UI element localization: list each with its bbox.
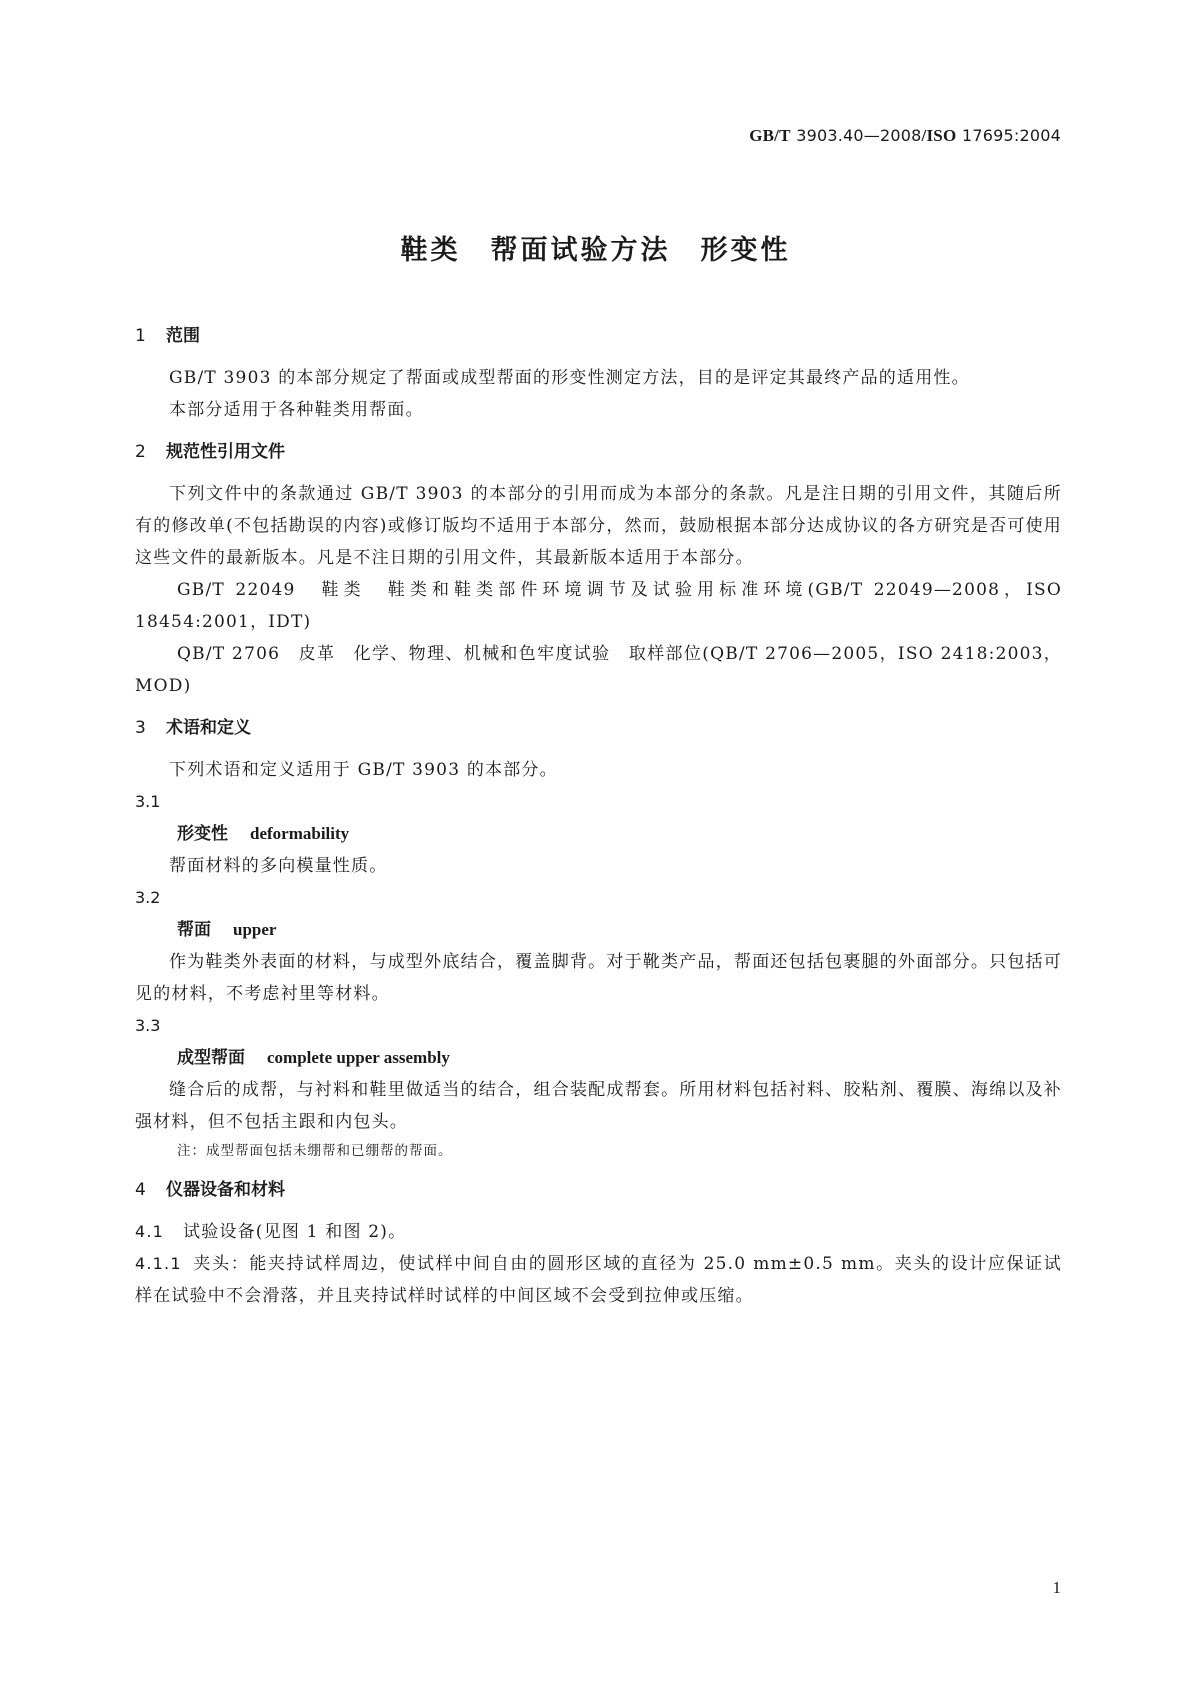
title-part-1: 鞋类 [400, 235, 461, 266]
section-1-paragraph-2: 本部分适用于各种鞋类用帮面。 [169, 400, 424, 420]
section-1-heading: 1 范围 [135, 326, 200, 346]
term-upper: 帮面 upper [177, 920, 277, 940]
section-3-heading: 3 术语和定义 [135, 718, 251, 738]
term-3-2-definition: 作为鞋类外表面的材料，与成型外底结合，覆盖脚背。对于靴类产品，帮面还包括包裹腿的外面部分。只包括可见的材料，不考虑衬里等材料。 [135, 952, 1062, 1004]
reference-qbt-2706: QB/T 2706 皮革 化学、物理、机械和色牢度试验 取样部位(QB/T 2706—2005，ISO 2418:2003，MOD) [135, 644, 1062, 696]
page-title [0, 228, 1191, 267]
clause-3-1-number: 3.1 [135, 792, 161, 811]
term-deformability: 形变性 deformability [177, 824, 350, 844]
standard-code [749, 126, 1061, 146]
page-number: 1 [1052, 1578, 1061, 1597]
clause-4-1-1: 4.1.1 夹头：能夹持试样周边，使试样中间自由的圆形区域的直径为 25.0 mm±0.5 mm。夹头的设计应保证试样在试验中不会滑落，并且夹持试样时试样的中间区域不会受到拉伸或压缩。 [135, 1254, 1062, 1306]
title-part-2: 帮面试验方法 [490, 235, 671, 266]
iso-prefix: ISO [926, 126, 957, 145]
term-3-1-definition: 帮面材料的多向模量性质。 [169, 856, 388, 876]
clause-3-3-number: 3.3 [135, 1016, 161, 1035]
std-separator: / [921, 126, 927, 145]
term-3-3-note: 注：成型帮面包括未绷帮和已绷帮的帮面。 [177, 1143, 453, 1159]
document-body [135, 324, 1062, 1312]
iso-number: 17695:2004 [961, 126, 1061, 145]
clause-3-2-number: 3.2 [135, 888, 161, 907]
std-number: 3903.40—2008 [796, 126, 922, 145]
std-prefix: GB/T [749, 126, 791, 145]
term-complete-upper-assembly: 成型帮面 complete upper assembly [177, 1048, 450, 1068]
section-2-paragraph-1: 下列文件中的条款通过 GB/T 3903 的本部分的引用而成为本部分的条款。凡是注日期的引用文件，其随后所有的修改单(不包括勘误的内容)或修订版均不适用于本部分，然而，鼓励根据本部分达成协议的各方研究是否可使用这些文件的最新版本。凡是不注日期的引用文件，其最新版本适用于本部分。 [135, 484, 1062, 568]
reference-gbt-22049: GB/T 22049 鞋类 鞋类和鞋类部件环境调节及试验用标准环境(GB/T 22049—2008，ISO 18454:2001，IDT) [135, 580, 1062, 632]
clause-4-1: 4.1 试验设备(见图 1 和图 2)。 [135, 1222, 407, 1242]
title-part-3: 形变性 [700, 235, 791, 266]
section-3-intro: 下列术语和定义适用于 GB/T 3903 的本部分。 [169, 760, 558, 780]
section-4-heading: 4 仪器设备和材料 [135, 1180, 285, 1200]
term-3-3-definition: 缝合后的成帮，与衬料和鞋里做适当的结合，组合装配成帮套。所用材料包括衬料、胶粘剂、覆膜、海绵以及补强材料，但不包括主跟和内包头。 [135, 1080, 1062, 1132]
section-2-heading: 2 规范性引用文件 [135, 442, 285, 462]
section-1-paragraph-1: GB/T 3903 的本部分规定了帮面或成型帮面的形变性测定方法，目的是评定其最终产品的适用性。 [169, 368, 970, 388]
